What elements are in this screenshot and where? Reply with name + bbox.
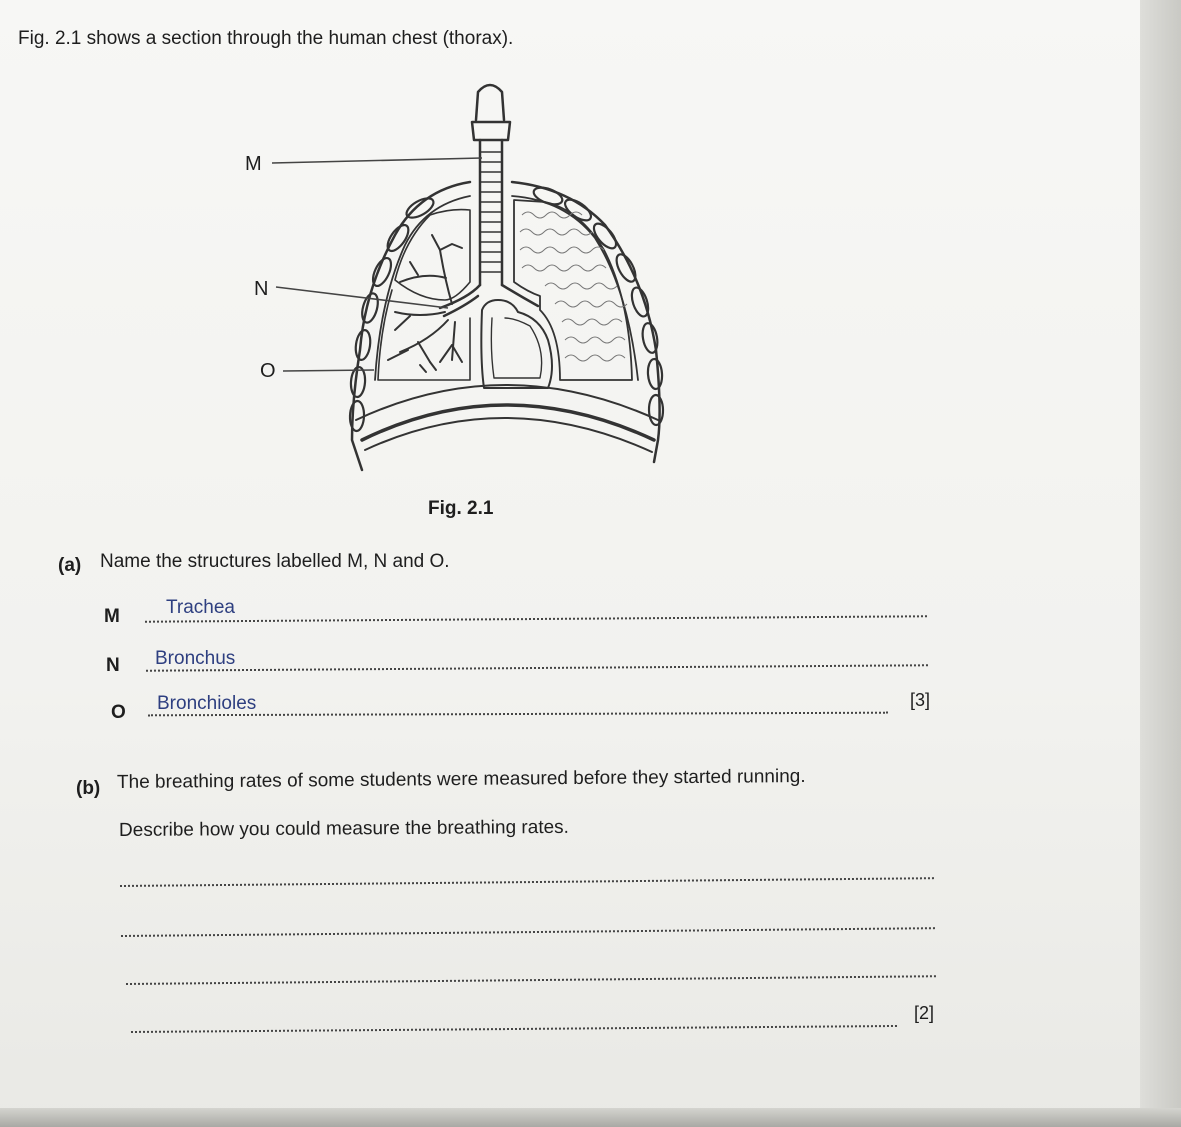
figure-caption: Fig. 2.1	[428, 498, 494, 519]
part-b-marks: [2]	[914, 1003, 935, 1023]
part-b-letter: (b)	[76, 778, 101, 799]
answer-o-text: Bronchioles	[157, 693, 257, 714]
label-o: O	[260, 360, 276, 382]
label-n: N	[254, 278, 269, 300]
part-a-marks: [3]	[910, 690, 931, 710]
part-b-question: The breathing rates of some students were measured before they started running.	[116, 765, 806, 793]
answer-n-label: N	[106, 655, 120, 676]
part-a-question: Name the structures labelled M, N and O.	[100, 551, 450, 572]
answer-n-text: Bronchus	[155, 648, 236, 669]
label-m-leader	[272, 158, 482, 163]
answer-m-text: Trachea	[166, 597, 235, 618]
label-o-leader	[283, 370, 374, 371]
answer-m-label: M	[104, 606, 120, 627]
part-a-letter: (a)	[58, 555, 82, 576]
label-m: M	[245, 153, 262, 175]
label-n-leader	[276, 287, 448, 308]
intro-text: Fig. 2.1 shows a section through the human chest (thorax).	[18, 28, 514, 49]
part-b-instruction: Describe how you could measure the breathing rates.	[118, 816, 569, 841]
answer-o-label: O	[111, 702, 126, 723]
